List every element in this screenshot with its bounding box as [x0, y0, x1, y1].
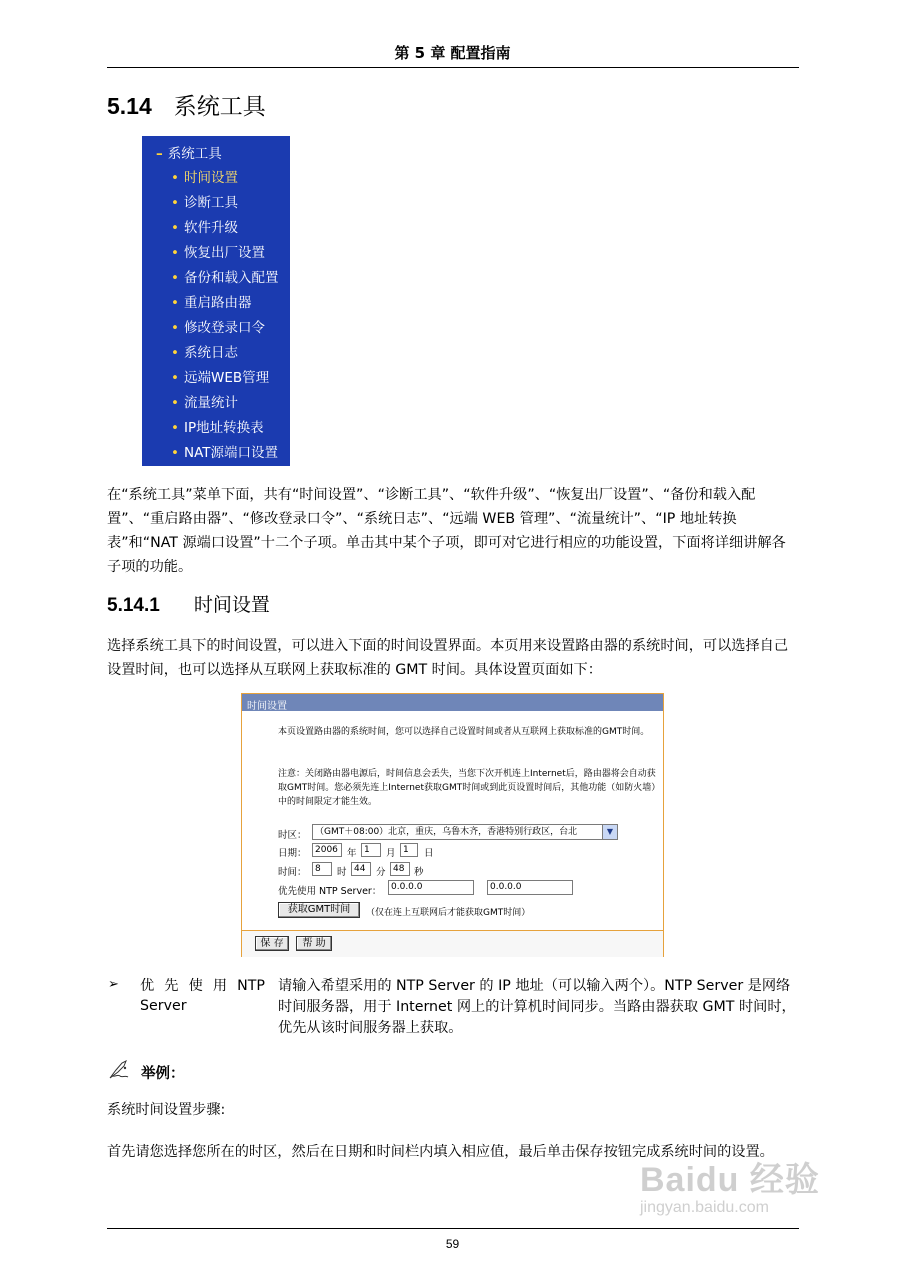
panel-footer [242, 930, 663, 957]
help-button[interactable]: 帮 助 [296, 936, 332, 951]
watermark [640, 1152, 820, 1217]
bullet-arrow-icon: ➢ [108, 977, 119, 992]
panel-note: 注意：关闭路由器电源后，时间信息会丢失，当您下次开机连上Internet后，路由器将会自动获取GMT时间。您必须先连上Internet获取GMT时间或到此页设置时间后，其他功能（如防火墙）中的时间限定才能生效。 [278, 769, 656, 807]
menu-item-label: 远端WEB管理 [183, 370, 270, 386]
bullet-dot-icon: • [171, 320, 179, 336]
panel-description: 本页设置路由器的系统时间，您可以选择自己设置时间或者从互联网上获取标准的GMT时间。 [278, 727, 650, 737]
menu-heading[interactable] [156, 142, 222, 162]
page-number: 59 [445, 1237, 460, 1251]
bullet-dot-icon: • [171, 370, 179, 386]
panel-titlebar [242, 694, 663, 711]
menu-item-time-settings[interactable] [171, 166, 238, 186]
month-input[interactable]: 1 [361, 843, 381, 857]
year-input[interactable]: 2006 [312, 843, 342, 857]
menu-item-label: NAT源端口设置 [183, 445, 279, 461]
month-unit: 月 [386, 848, 396, 859]
second-unit: 秒 [414, 867, 424, 878]
ntp-server-1-input[interactable]: 0.0.0.0 [388, 880, 474, 895]
example-step-title: 系统时间设置步骤: [107, 1102, 226, 1118]
get-gmt-note: （仅在连上互联网后才能获取GMT时间） [366, 908, 531, 918]
bullet-term [140, 976, 265, 1016]
section-title: 系统工具 [173, 94, 266, 120]
bullet-definition: 请输入希望采用的 NTP Server 的 IP 地址（可以输入两个）。NTP Server 是网络时间服务器，用于 Internet 网上的计算机时间同步。当路由器获取 GMT 时间时，优先从该时间服务器上获取。 [278, 978, 796, 1036]
bullet-dot-icon: • [171, 245, 179, 261]
bullet-dot-icon: • [171, 270, 179, 286]
menu-item-label: IP地址转换表 [183, 420, 264, 436]
bullet-dot-icon: • [171, 220, 179, 236]
menu-item-label: 流量统计 [183, 395, 238, 411]
system-tools-menu [142, 136, 290, 466]
time-settings-panel [241, 693, 664, 957]
day-input[interactable]: 1 [400, 843, 418, 857]
intro-paragraph: 在“系统工具”菜单下面，共有“时间设置”、“诊断工具”、“软件升级”、“恢复出厂设置”、“备份和载入配置”、“重启路由器”、“修改登录口令”、“系统日志”、“远端 WEB 管理”、“流量统计”、“IP 地址转换表”和“NAT 源端口设置”十二个子项。单击其中某个子项，即可对它进行相应的功能设置，下面将详细讲解各子项的功能。 [107, 487, 786, 575]
bullet-dot-icon: • [171, 170, 179, 186]
bullet-dot-icon: • [171, 195, 179, 211]
panel-title: 时间设置 [247, 701, 287, 712]
second-input[interactable]: 48 [390, 862, 410, 876]
menu-item-label: 备份和载入配置 [183, 270, 279, 286]
menu-item-label: 系统日志 [183, 345, 238, 361]
day-unit: 日 [424, 848, 434, 859]
minute-input[interactable]: 44 [351, 862, 371, 876]
example-label: 举例： [141, 1066, 185, 1082]
chevron-down-icon[interactable]: ▼ [602, 825, 617, 839]
menu-item-nat-port[interactable] [171, 441, 278, 461]
hour-input[interactable]: 8 [312, 862, 332, 876]
bullet-dot-icon: • [171, 420, 179, 436]
menu-item-firmware-upgrade[interactable] [171, 216, 238, 236]
bullet-dot-icon: • [171, 345, 179, 361]
timezone-value: （GMT＋08:00）北京，重庆，乌鲁木齐，香港特别行政区，台北 [315, 827, 578, 837]
time-label: 时间： [278, 867, 307, 878]
menu-item-system-log[interactable] [171, 341, 238, 361]
collapse-dash-icon: – [156, 146, 163, 162]
menu-item-label: 重启路由器 [183, 295, 252, 311]
chapter-header: 第 5 章 配置指南 [394, 44, 511, 62]
menu-item-label: 时间设置 [183, 170, 238, 186]
footer-rule [107, 1228, 799, 1229]
get-gmt-time-button[interactable]: 获取GMT时间 [278, 902, 360, 918]
menu-item-label: 软件升级 [183, 220, 238, 236]
menu-item-remote-web[interactable] [171, 366, 269, 386]
example-step-text: 首先请您选择您所在的时区，然后在日期和时间栏内填入相应值，最后单击保存按钮完成系统时间的设置。 [107, 1144, 774, 1160]
watermark-url: jingyan.baidu.com [640, 1199, 769, 1216]
timezone-label: 时区： [278, 830, 307, 841]
subsection-heading [107, 590, 270, 617]
term-char: 先 [164, 978, 179, 994]
section-heading [107, 88, 266, 121]
header-rule [107, 67, 799, 68]
section-number: 5.14 [107, 93, 152, 119]
bullet-dot-icon: • [171, 295, 179, 311]
subsection-number: 5.14.1 [107, 595, 160, 616]
save-button[interactable]: 保 存 [255, 936, 289, 951]
menu-item-factory-reset[interactable] [171, 241, 265, 261]
menu-item-traffic-stats[interactable] [171, 391, 238, 411]
menu-item-reboot[interactable] [171, 291, 251, 311]
pencil-icon [108, 1060, 132, 1084]
menu-item-label: 恢复出厂设置 [183, 245, 265, 261]
year-unit: 年 [347, 848, 357, 859]
term-char: 用 [212, 978, 228, 994]
ntp-server-2-input[interactable]: 0.0.0.0 [487, 880, 573, 895]
menu-item-change-password[interactable] [171, 316, 265, 336]
menu-item-label: 诊断工具 [183, 195, 238, 211]
bullet-dot-icon: • [171, 445, 179, 461]
term-char: 优 [140, 978, 155, 994]
date-label: 日期： [278, 848, 307, 859]
term-char: NTP [237, 978, 265, 994]
hour-unit: 时 [337, 867, 347, 878]
menu-item-ip-table[interactable] [171, 416, 264, 436]
term-line2: Server [140, 998, 187, 1014]
menu-item-diagnostics[interactable] [171, 191, 238, 211]
bullet-dot-icon: • [171, 395, 179, 411]
menu-item-backup-restore[interactable] [171, 266, 278, 286]
subsection-title: 时间设置 [193, 594, 270, 616]
term-char: 使 [188, 978, 203, 994]
time-settings-paragraph: 选择系统工具下的时间设置，可以进入下面的时间设置界面。本页用来设置路由器的系统时间，可以选择自己设置时间，也可以选择从互联网上获取标准的 GMT 时间。具体设置页面如下： [107, 638, 789, 678]
ntp-label: 优先使用 NTP Server： [278, 886, 382, 897]
watermark-brand: Baidu 经验 [640, 1161, 820, 1199]
timezone-select[interactable] [312, 824, 618, 840]
menu-item-label: 修改登录口令 [183, 320, 265, 336]
menu-heading-label: 系统工具 [167, 146, 222, 162]
minute-unit: 分 [376, 867, 386, 878]
